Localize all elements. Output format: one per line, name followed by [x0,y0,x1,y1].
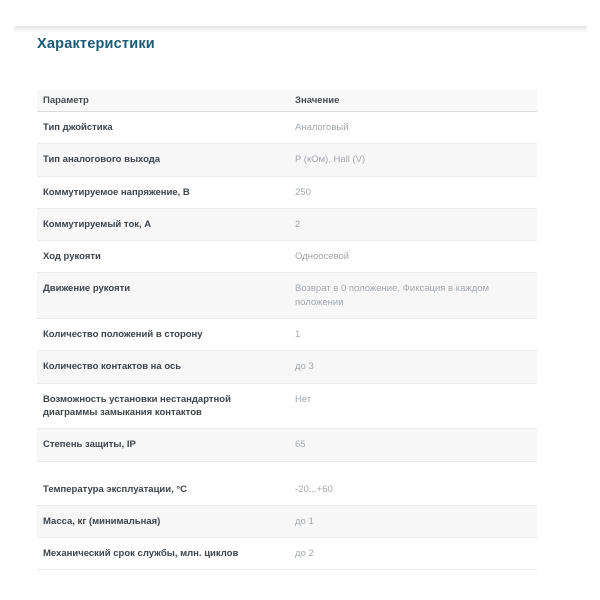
value-cell: Нет [295,393,312,405]
table-row [37,209,537,241]
value-cell: P (кОм), Hall (V) [295,154,366,166]
value-cell: 2 [295,218,301,230]
param-cell: Коммутируемый ток, А [43,218,152,230]
col-header-value: Значение [295,94,340,106]
param-cell: Температура эксплуатации, °С [43,483,188,495]
specs-rows-main [37,112,537,462]
value-cell: Аналоговый [295,122,349,133]
value-cell: Одноосевой [295,251,350,263]
table-row [37,144,537,176]
col-header-parameter: Параметр [43,94,89,106]
param-cell: Тип джойстика [43,122,113,133]
value-cell: до 3 [295,361,314,373]
table-row [37,112,537,144]
specs-rows-secondary [37,474,537,571]
table-row [37,506,537,538]
value-cell: 250 [295,186,311,198]
param-cell: Коммутируемое напряжение, В [43,186,190,198]
param-cell: Количество контактов на ось [43,361,182,373]
section-gap [37,462,537,474]
table-row [37,177,537,209]
value-cell: до 2 [295,548,314,560]
table-row [37,273,537,319]
table-row [37,351,537,383]
value-cell: до 1 [295,515,314,527]
value-cell: Возврат в 0 положение, Фиксация в каждом положении [295,283,490,308]
param-cell: Тип аналогового выхода [43,154,161,166]
param-cell: Ход рукояти [43,251,101,263]
top-divider [14,26,587,33]
table-row [37,474,537,506]
page-title: Характеристики [37,36,155,52]
param-cell: Механический срок службы, млн. циклов [43,548,239,560]
param-cell: Масса, кг (минимальная) [43,515,161,527]
value-cell: 1 [295,329,301,341]
param-cell: Возможность установки нестандартной диаграммы замыкания контактов [43,393,231,418]
specs-table [37,90,537,570]
table-row [37,241,537,273]
value-cell: 65 [295,439,306,451]
table-header-row [37,90,537,112]
table-row [37,384,537,430]
param-cell: Количество положений в сторону [43,329,203,341]
param-cell: Движение рукояти [43,283,131,295]
value-cell: -20...+60 [295,483,333,495]
table-row [37,429,537,461]
table-row [37,319,537,351]
param-cell: Степень защиты, IP [43,439,136,451]
table-row [37,538,537,570]
